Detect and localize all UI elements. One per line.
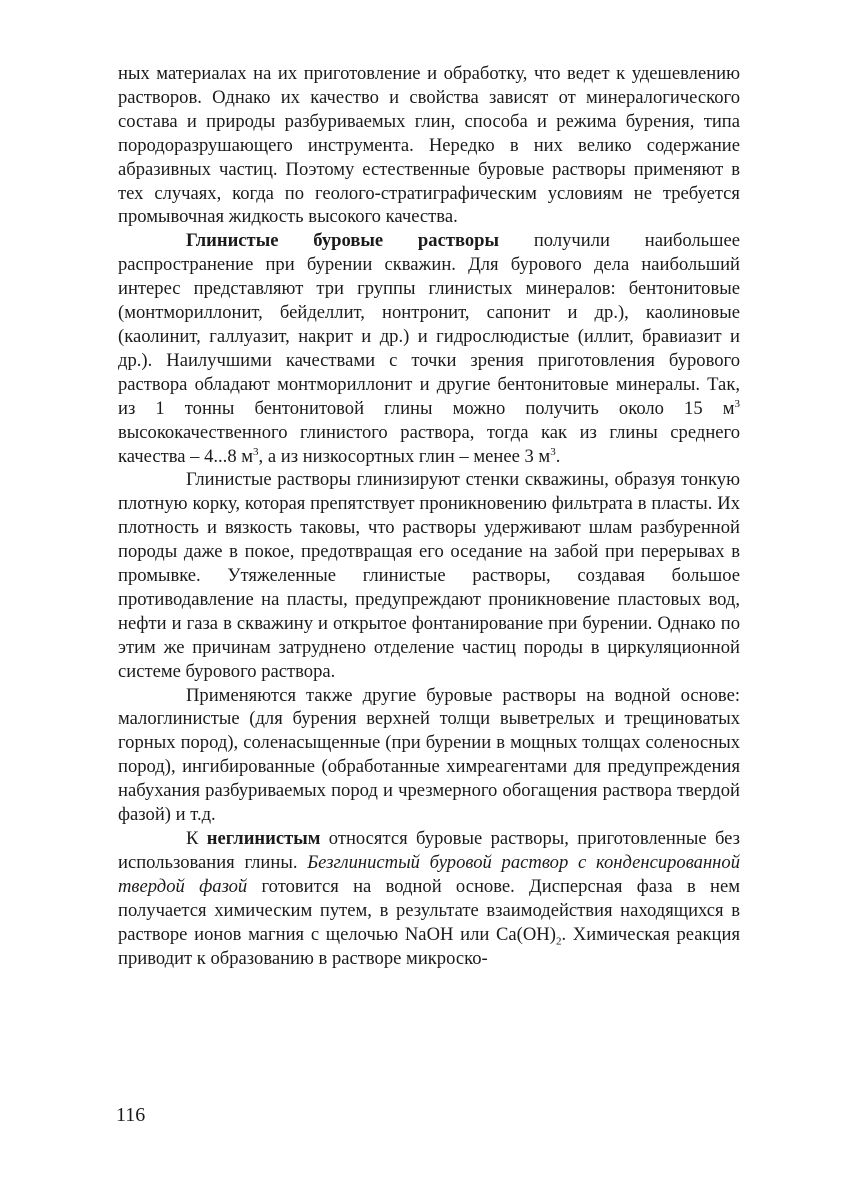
paragraph-1-text: ных материалах на их приготовление и обработку, что ведет к удешевлению растворов. Однако их качество и свойства зависят от минералогического состава и природы разбуриваемых глин, способа и режима бурения, типа породоразрушающего инструмента. Нередко в них велико содержание абразивных частиц. Поэтому естественные буровые растворы применяют в тех случаях, когда по геолого-стратиграфическим условиям не требуется промывочная жидкость высокого качества. (118, 63, 740, 228)
paragraph-2 (118, 229, 740, 468)
paragraph-5-text-4: . Химическая реакция приводит к образованию в растворе микроско- (118, 923, 741, 969)
term-non-clay: неглинистым (206, 828, 321, 849)
term-clay-muds: Глинистые буровые растворы (186, 230, 500, 252)
paragraph-3-text: Глинистые растворы глинизируют стенки скважины, образуя тонкую плотную корку, которая препятствует проникновению фильтрата в пласты. Их плотность и вязкость таковы, что растворы удерживают шлам разбуренной породы даже в покое, предотвращая его оседание на забой при перерывах в промывке. Утяжеленные глинистые растворы, создавая большое противодавление на пласты, предупреждают проникновение пластовых вод, нефти и газа в скважину и открытое фонтанирование при бурении. Однако по этим же причинам затруднено отделение частиц породы в циркуляционной системе бурового раствора. (118, 469, 740, 682)
paragraph-4 (118, 684, 740, 827)
page-body (118, 62, 740, 970)
term-clayless-mud: Безглинистый буровой раствор с конденсированной твердой фазой (118, 851, 741, 897)
paragraph-5-text-3: готовится на водной основе. Дисперсная фаза в нем получается химическим путем, в результате взаимодействия находящихся в растворе ионов магния с щелочью NaOH или Ca(OH) (118, 875, 740, 945)
paragraph-4-text: Применяются также другие буровые растворы на водной основе: малоглинистые (для бурения верхней толщи выветрелых и трещиноватых горных пород), соленасыщенные (при бурении в мощных толщах соленосных пород), ингибированные (обработанные химреагентами для предупреждения набухания разбуриваемых пород и чрезмерного обогащения раствора твердой фазой) и т.д. (118, 684, 740, 826)
paragraph-2-text-2: высококачественного глинистого раствора, тогда как из глины среднего качества – 4...8 м (118, 421, 740, 467)
superscript-cubic-3: 3 (550, 445, 556, 458)
paragraph-2-text-1: получили наибольшее распространение при бурении скважин. Для бурового дела наибольший интерес представляют три группы глинистых минералов: бентонитовые (монтмориллонит, бейделлит, нонтронит, сапонит и др.), каолиновые (каолинит, галлуазит, накрит и др.) и гидрослюдистые (иллит, бравиазит и др.). Наилучшими качествами с точки зрения приготовления бурового раствора обладают монтмориллонит и другие бентонитовые минералы. Так, из 1 тонны бентонитовой глины можно получить около 15 м (118, 230, 740, 419)
paragraph-2-text-3: , а из низкосортных глин – менее 3 м (258, 445, 551, 467)
paragraph-3 (118, 468, 740, 683)
paragraph-2-text-4: . (555, 445, 561, 467)
superscript-cubic-2: 3 (253, 445, 259, 458)
paragraph-5 (118, 827, 740, 970)
page-number: 116 (116, 1104, 146, 1126)
paragraph-5-text-2: относятся буровые растворы, приготовленные без использования глины. (118, 828, 740, 873)
paragraph-5-text-1: К (186, 828, 207, 849)
subscript-two: 2 (555, 935, 562, 948)
superscript-cubic-1: 3 (734, 397, 740, 410)
paragraph-1 (118, 62, 740, 229)
